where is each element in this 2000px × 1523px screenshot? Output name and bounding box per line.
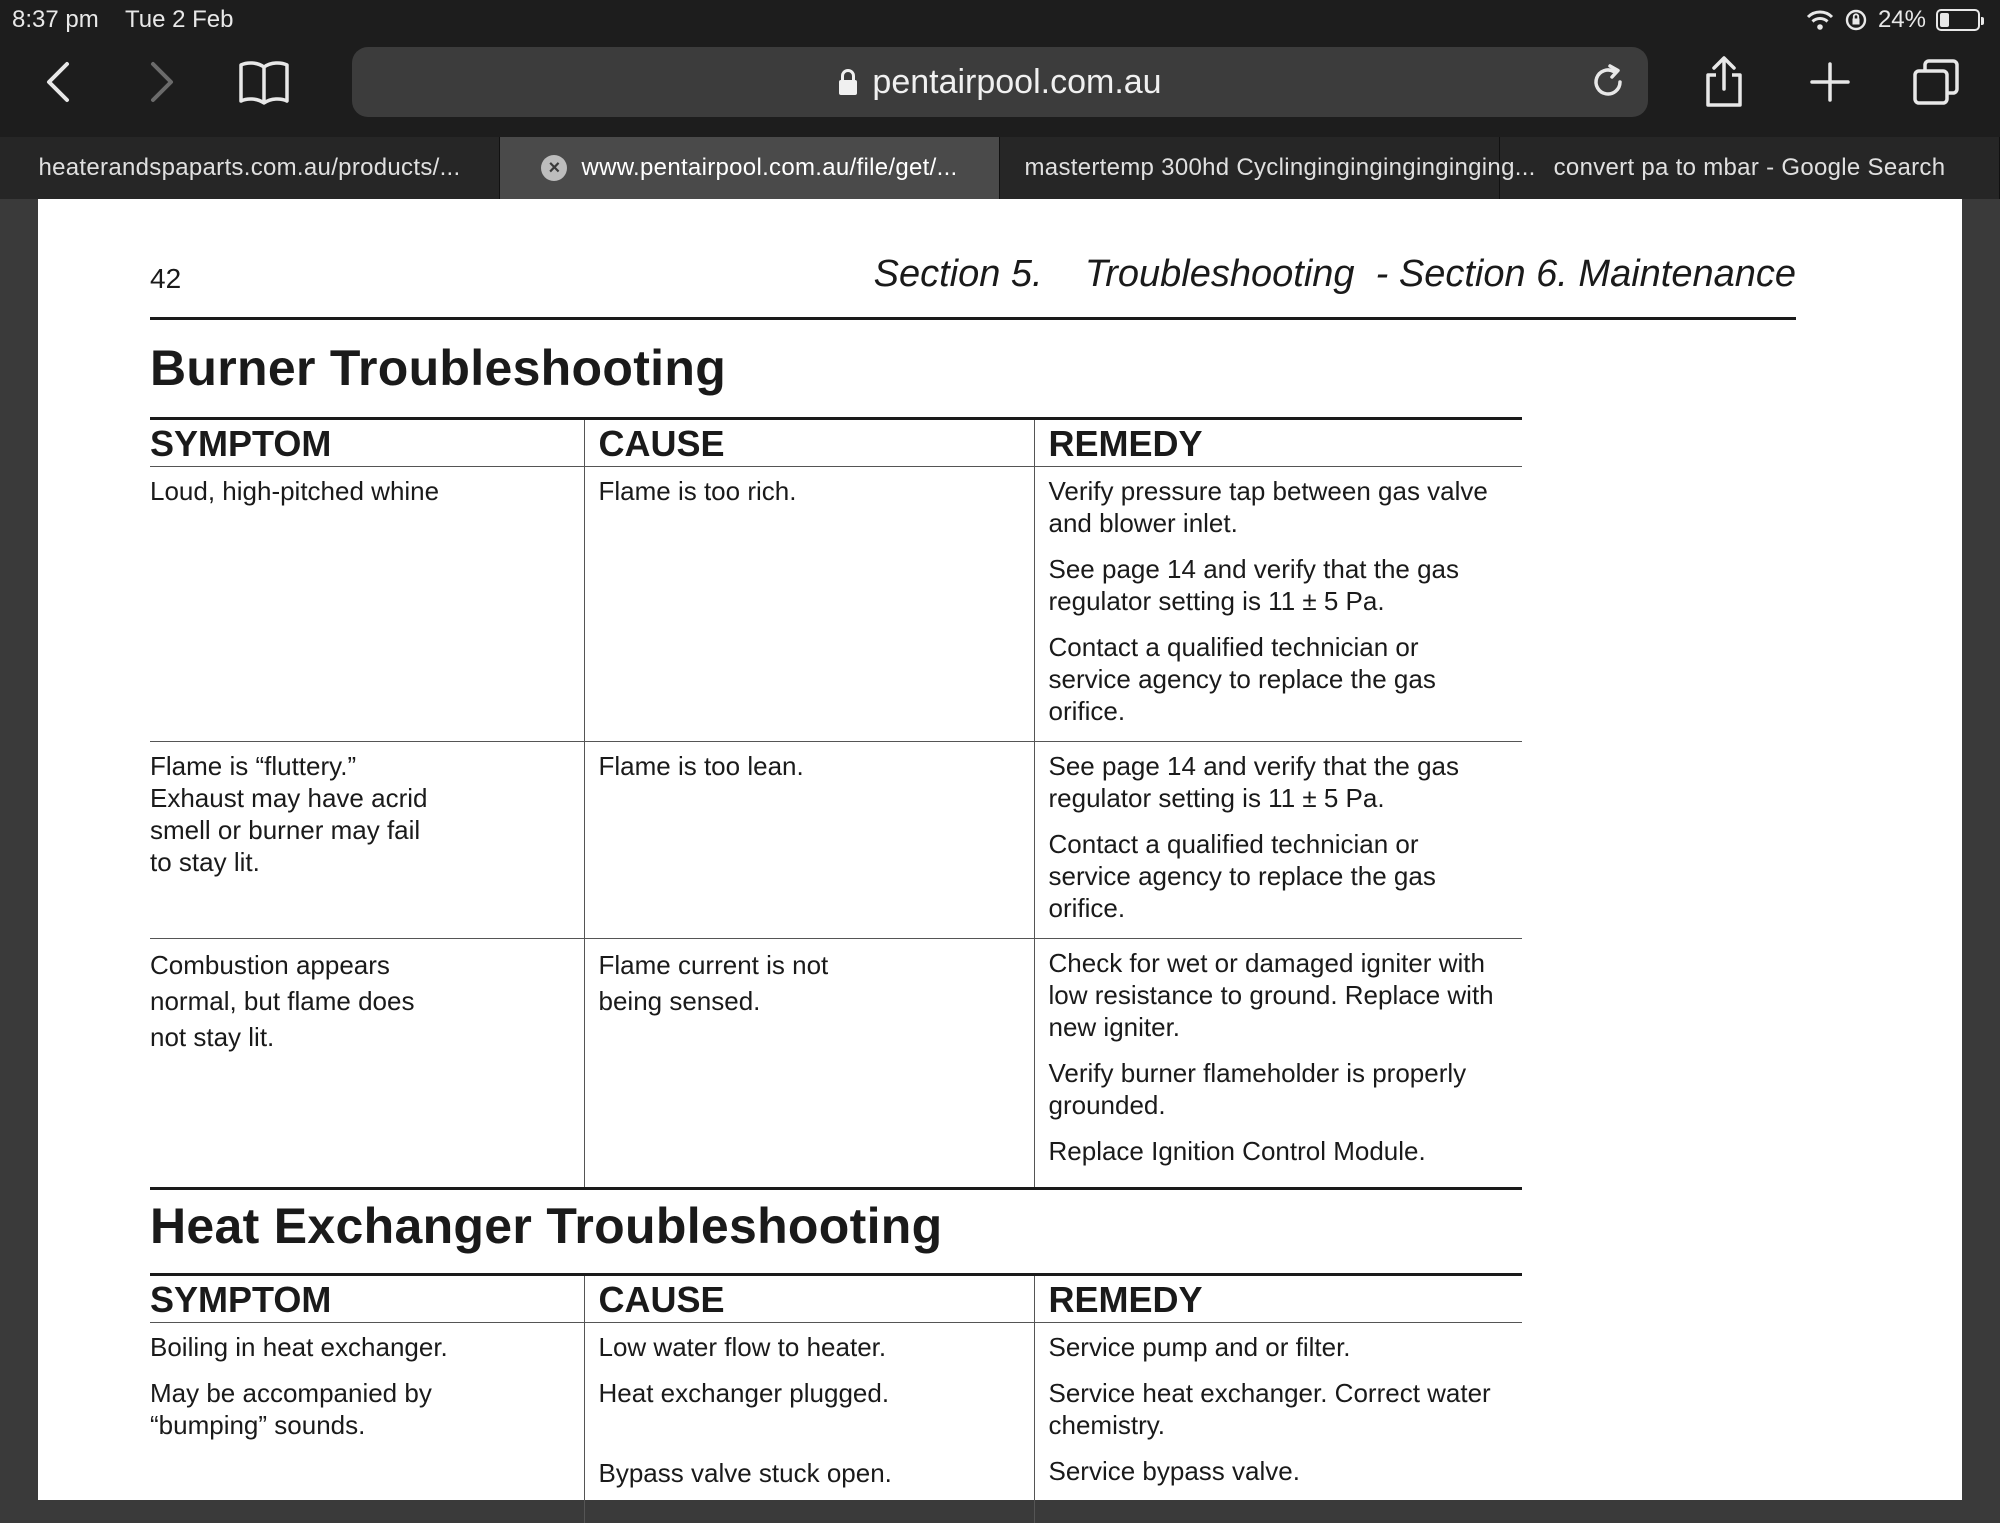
symptom-line: Boiling in heat exchanger. (150, 1332, 448, 1362)
plus-icon (1808, 60, 1852, 104)
heat-exchanger-troubleshooting-table (150, 1273, 1522, 1523)
tab-mastertemp[interactable] (1000, 137, 1536, 199)
remedy-line: Check for wet or damaged igniter with low resistance to ground. Replace with new igniter. (1048, 948, 1494, 1042)
remedy-line: Verify burner flameholder is properly grounded. (1048, 1058, 1467, 1120)
symptom-line: Exhaust may have acrid (150, 783, 428, 813)
cause-line: Low water flow to heater. (598, 1332, 887, 1362)
tab-strip (0, 137, 2000, 199)
cause-line: Bypass valve stuck open. (598, 1458, 892, 1488)
remedy-cell (1034, 467, 1522, 742)
remedy-header: REMEDY (1034, 419, 1522, 467)
cause-line: Flame is too lean. (598, 751, 804, 781)
cause-cell (584, 467, 1034, 742)
tab-label: www.pentairpool.com.au/file/get/... (581, 154, 958, 181)
tab-heaterandspaparts[interactable] (0, 137, 500, 199)
remedy-line: See page 14 and verify that the gas regulator setting is 11 ± 5 Pa. (1048, 751, 1460, 813)
share-icon (1702, 55, 1746, 109)
remedy-cell (1034, 1323, 1522, 1523)
cause-line: being sensed. (598, 986, 761, 1016)
cause-line: Flame is too rich. (598, 476, 797, 506)
symptom-line: Combustion appears (150, 950, 390, 980)
tab-pentairpool[interactable] (500, 137, 1000, 199)
back-button[interactable] (28, 52, 88, 112)
remedy-line: Service heat exchanger. Correct water chemistry. (1048, 1378, 1491, 1440)
tab-label: heaterandspaparts.com.au/products/... (38, 154, 461, 181)
symptom-header: SYMPTOM (150, 419, 584, 467)
status-time: 8:37 pm (12, 6, 99, 33)
remedy-line: Service pump and or filter. (1048, 1332, 1351, 1362)
table-row (150, 1323, 1522, 1523)
cause-cell (584, 742, 1034, 939)
new-tab-button[interactable] (1800, 52, 1860, 112)
symptom-line: not stay lit. (150, 1022, 275, 1052)
table-row (150, 467, 1522, 742)
cause-cell (584, 939, 1034, 1189)
status-date: Tue 2 Feb (125, 6, 234, 33)
lock-icon (838, 68, 858, 96)
remedy-line: Service bypass valve. (1048, 1456, 1300, 1486)
table-row (150, 939, 1522, 1189)
close-tab-icon[interactable]: × (541, 155, 567, 181)
remedy-header: REMEDY (1034, 1275, 1522, 1323)
cause-line: Heat exchanger plugged. (598, 1378, 890, 1408)
reload-icon[interactable] (1588, 62, 1628, 102)
cause-header: CAUSE (584, 419, 1034, 467)
pdf-page (38, 199, 1962, 1500)
running-head: Section 5. Troubleshooting - Section 6. Maintenance (873, 253, 1796, 295)
burner-troubleshooting-table (150, 417, 1522, 1190)
bookmarks-button[interactable] (232, 52, 296, 112)
share-button[interactable] (1694, 52, 1754, 112)
battery-percent: 24% (1877, 6, 1926, 33)
url-text: pentairpool.com.au (872, 62, 1162, 101)
table-row (150, 742, 1522, 939)
symptom-line: smell or burner may fail (150, 815, 421, 845)
burner-section-title: Burner Troubleshooting (150, 340, 727, 396)
cause-header: CAUSE (584, 1275, 1034, 1323)
address-bar[interactable] (352, 47, 1648, 117)
remedy-line: See page 14 and verify that the gas regulator setting is 11 ± 5 Pa. (1048, 554, 1460, 616)
status-indicators (1806, 6, 1980, 34)
chevron-right-icon (147, 60, 177, 104)
tab-label: mastertemp 300hd Cyclinginginginginginging... (1024, 154, 1536, 181)
remedy-line: Contact a qualified technician or service agency to replace the gas orifice. (1048, 632, 1436, 726)
cause-cell (584, 1323, 1034, 1523)
battery-icon (1936, 9, 1980, 31)
wifi-icon (1806, 9, 1834, 31)
pdf-viewer[interactable] (0, 199, 2000, 1500)
tab-convert-pa-mbar[interactable] (1500, 137, 2000, 199)
tabs-icon (1911, 57, 1961, 107)
header-rule (150, 317, 1796, 320)
symptom-cell (150, 742, 584, 939)
status-bar (0, 0, 2000, 40)
remedy-line: Verify pressure tap between gas valve and blower inlet. (1048, 476, 1488, 538)
browser-chrome (0, 0, 2000, 137)
remedy-cell (1034, 939, 1522, 1189)
symptom-line: May be accompanied by “bumping” sounds. (150, 1378, 432, 1440)
symptom-cell (150, 939, 584, 1189)
remedy-line: Replace Ignition Control Module. (1048, 1136, 1426, 1166)
tabs-overview-button[interactable] (1906, 52, 1966, 112)
symptom-line: Flame is “fluttery.” (150, 751, 357, 781)
remedy-cell (1034, 742, 1522, 939)
tab-label: convert pa to mbar - Google Search (1553, 154, 1946, 181)
cause-line: Flame current is not (598, 950, 829, 980)
heat-exchanger-section-title: Heat Exchanger Troubleshooting (150, 1198, 943, 1254)
symptom-line: to stay lit. (150, 847, 260, 877)
symptom-cell (150, 467, 584, 742)
symptom-line: Loud, high-pitched whine (150, 476, 440, 506)
orientation-lock-icon (1844, 8, 1868, 32)
chevron-left-icon (43, 60, 73, 104)
remedy-line: Contact a qualified technician or service agency to replace the gas orifice. (1048, 829, 1436, 923)
page-number: 42 (150, 263, 182, 294)
symptom-line: normal, but flame does (150, 986, 415, 1016)
symptom-cell (150, 1323, 584, 1523)
table-header-row (150, 419, 1522, 467)
symptom-header: SYMPTOM (150, 1275, 584, 1323)
battery-fill (1940, 13, 1949, 27)
table-header-row (150, 1275, 1522, 1323)
book-icon (237, 59, 291, 105)
forward-button[interactable] (132, 52, 192, 112)
